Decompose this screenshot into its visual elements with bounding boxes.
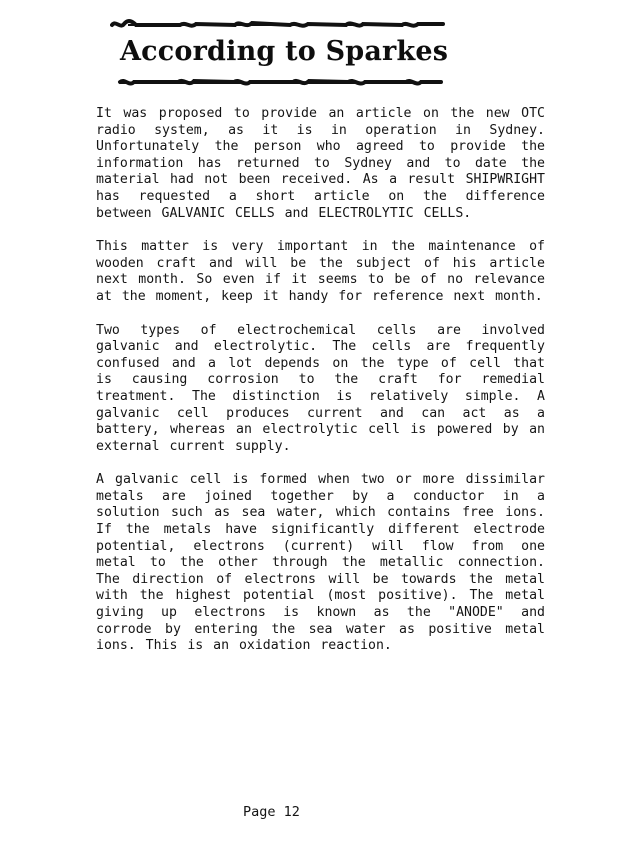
article-paragraph-1: It was proposed to provide an article on the new OTC radio system, as it is in operation in Sydney. Unfortunately the person who agreed to provide the information has returned to Sydney and to date the material had not been received. As a result SHIPWRIGHT has requested a short article on the difference between GALVANIC CELLS and ELECTROLYTIC CELLS.	[96, 106, 545, 221]
decorative-top-rule	[110, 18, 445, 30]
article-paragraph-2: This matter is very important in the maintenance of wooden craft and will be the subject of his article next month. So even if it seems to be of no relevance at the moment, keep it handy for reference next month.	[96, 239, 545, 304]
decorative-bottom-rule	[110, 76, 445, 88]
page-title: According to Sparkes	[120, 36, 449, 67]
article-paragraph-4: A galvanic cell is formed when two or more dissimilar metals are joined together by a conductor in a solution such as sea water, which contains free ions. If the metals have significantly different electrode potential, electrons (current) will flow from one metal to the other through the metallic connection. The direction of electrons will be towards the metal with the highest potential (most positive). The metal giving up electrons is known as the "ANODE" and corrode by entering the sea water as positive metal ions. This is an oxidation reaction.	[96, 472, 545, 654]
article-paragraph-3: Two types of electrochemical cells are involved galvanic and electrolytic. The cells are frequently confused and a lot depends on the type of cell that is causing corrosion to the craft for remedial treatment. The distinction is relatively simple. A galvanic cell produces current and can act as a battery, whereas an electrolytic cell is powered by an external current supply.	[96, 322, 545, 454]
article-header	[110, 14, 450, 94]
page-number: Page 12	[243, 804, 300, 820]
article-body	[96, 106, 545, 655]
